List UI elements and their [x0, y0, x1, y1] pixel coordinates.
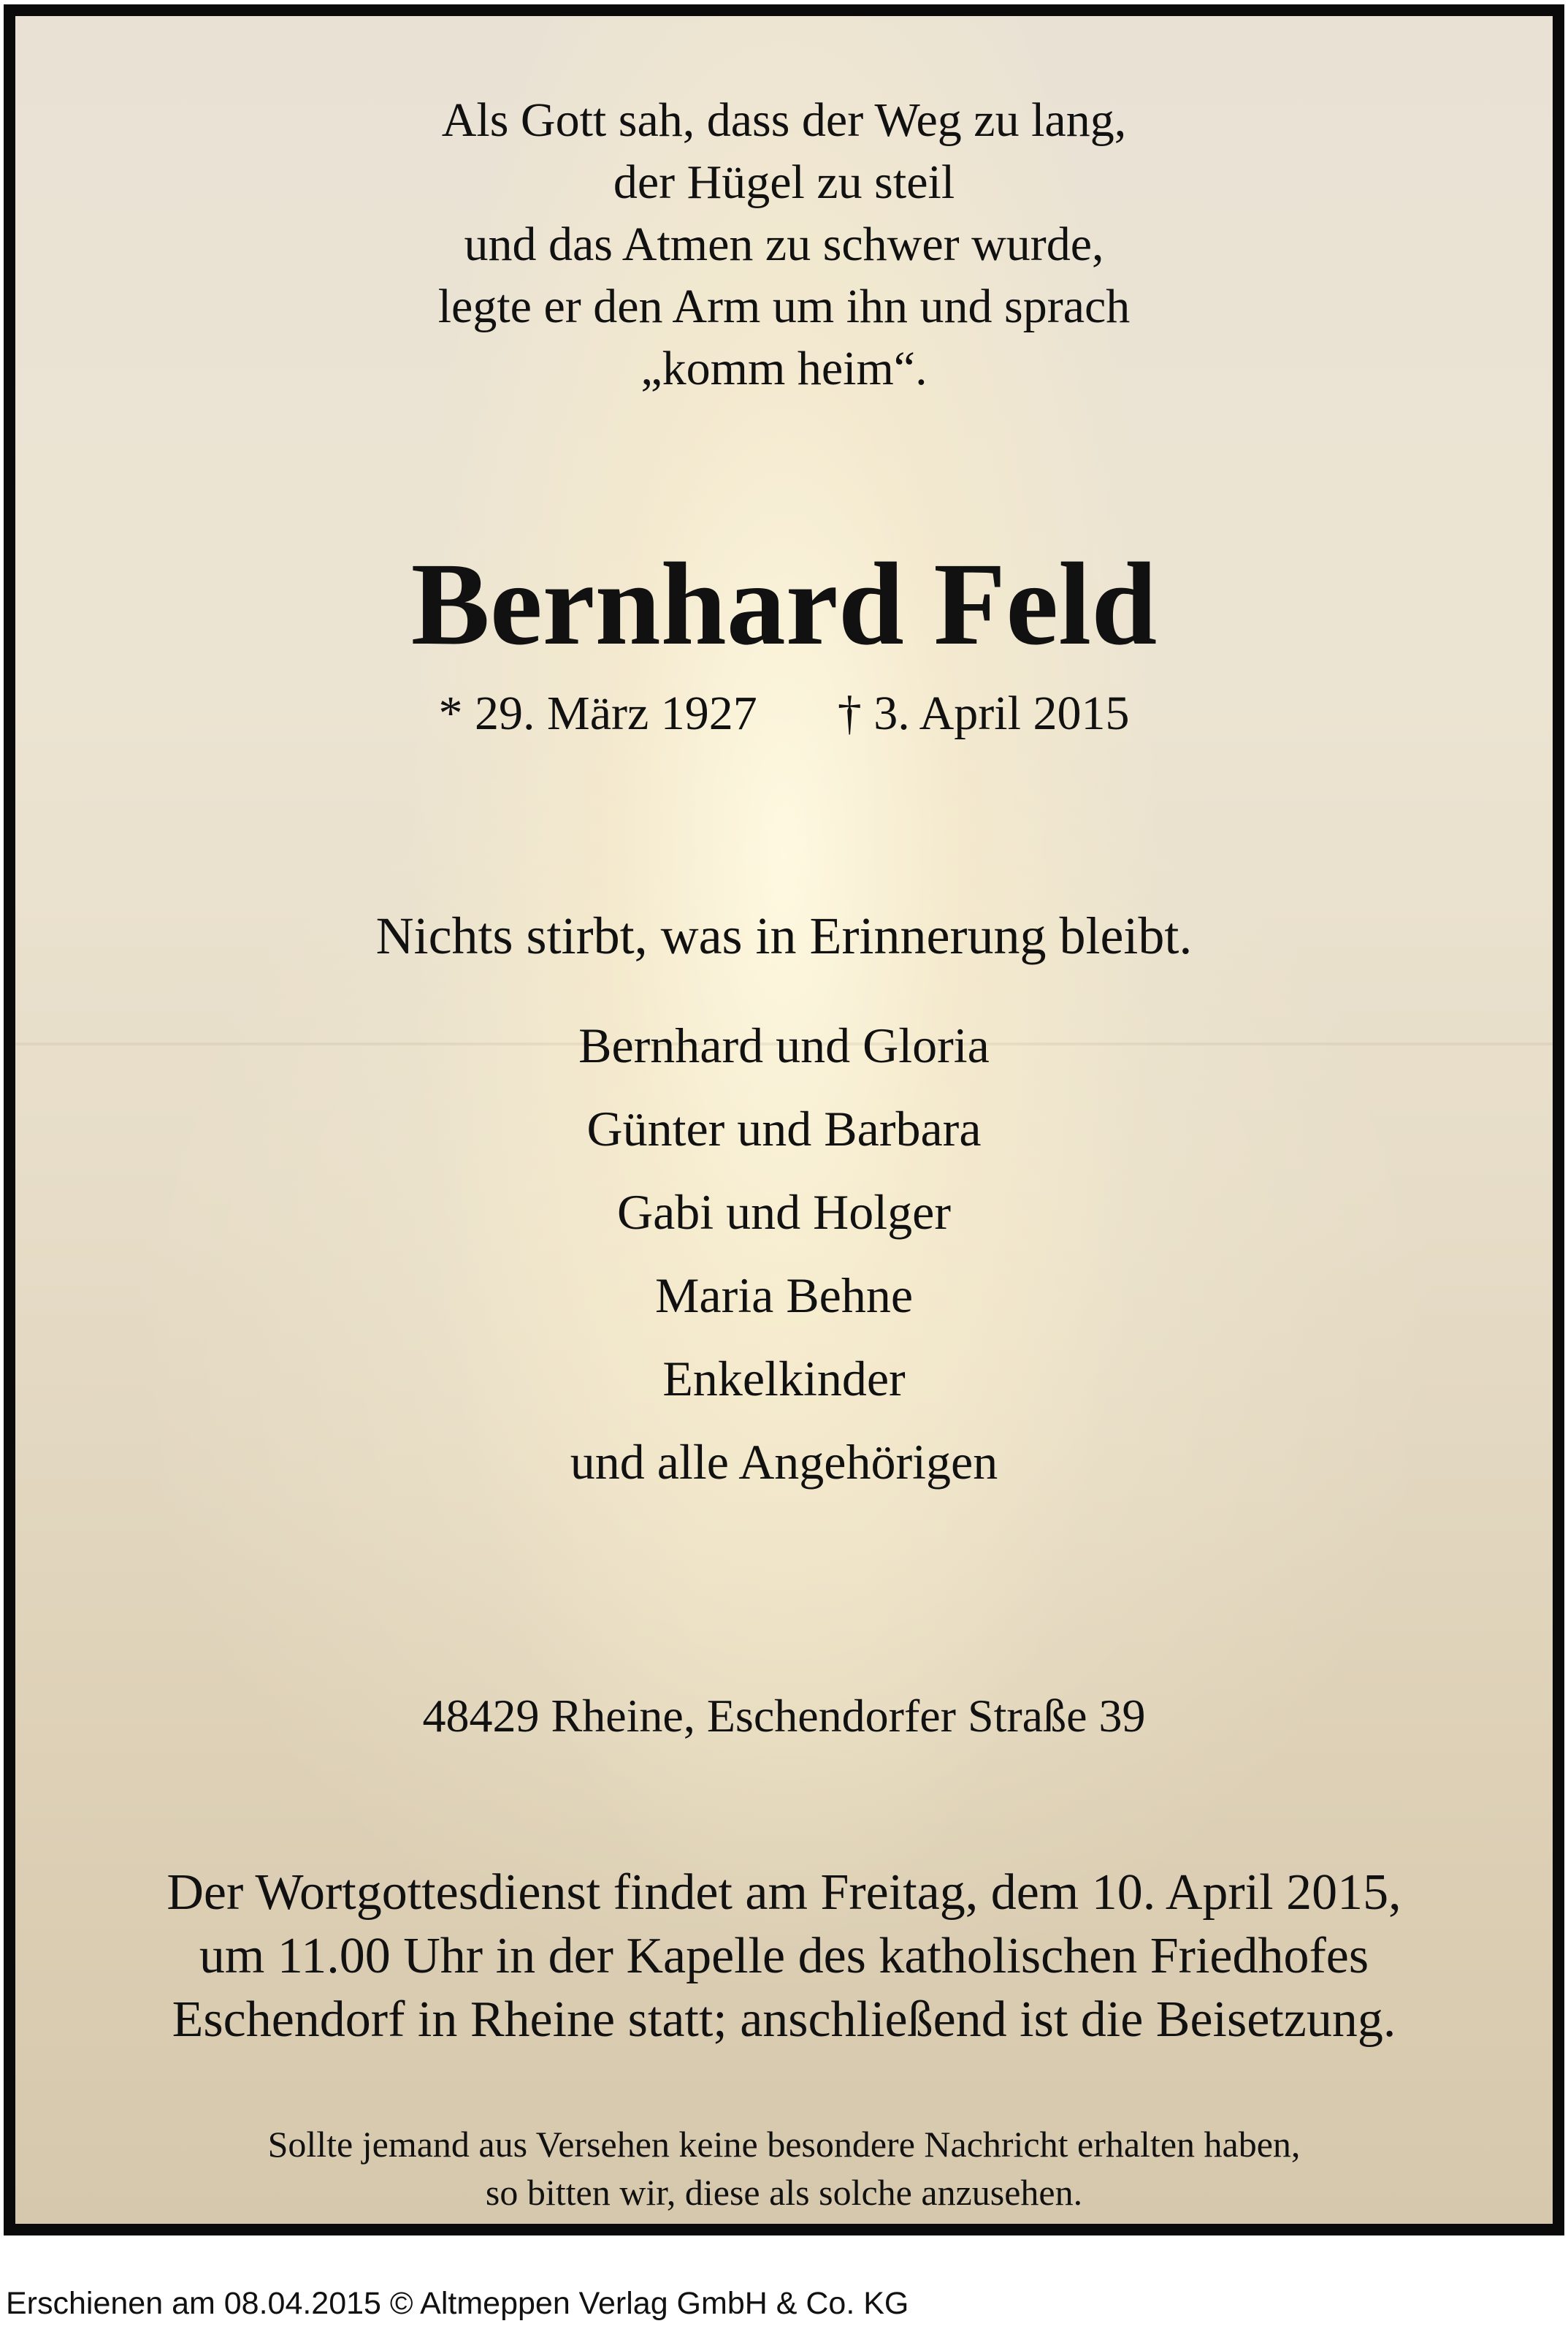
poem-line: legte er den Arm um ihn und sprach	[437, 280, 1131, 333]
poem-line: und das Atmen zu schwer wurde,	[464, 218, 1104, 271]
service-line: Eschendorf in Rheine statt; anschließend ist die Beisetzung.	[172, 1991, 1396, 2048]
mourner-entry: Gabi und Holger	[616, 1184, 951, 1240]
note-line: so bitten wir, diese als solche anzusehen.	[485, 2172, 1083, 2213]
poem-line: Als Gott sah, dass der Weg zu lang,	[441, 94, 1127, 147]
poem	[15, 89, 1553, 400]
publication-footer: Erschienen am 08.04.2015 © Altmeppen Verlag GmbH & Co. KG	[6, 2286, 909, 2321]
mourner-entry: und alle Angehörigen	[570, 1434, 998, 1490]
service-info	[15, 1861, 1553, 2051]
deceased-name: Bernhard Feld	[410, 539, 1158, 670]
note-line: Sollte jemand aus Versehen keine besondere Nachricht erhalten haben,	[267, 2124, 1301, 2165]
poem-line: „komm heim“.	[640, 342, 928, 395]
notification-note	[15, 2120, 1553, 2216]
life-dates	[15, 685, 1553, 743]
mourners-list	[15, 1004, 1553, 1503]
service-line: Der Wortgottesdienst findet am Freitag, dem 10. April 2015,	[167, 1864, 1401, 1921]
mourner-entry: Maria Behne	[654, 1268, 914, 1323]
mourner-entry: Günter und Barbara	[586, 1101, 982, 1156]
obituary-notice	[4, 4, 1564, 2235]
death-date: † 3. April 2015	[837, 687, 1130, 740]
mourner-entry: Bernhard und Gloria	[578, 1018, 990, 1073]
motto: Nichts stirbt, was in Erinnerung bleibt.	[375, 907, 1193, 965]
family-address: 48429 Rheine, Eschendorfer Straße 39	[422, 1690, 1146, 1742]
poem-line: der Hügel zu steil	[613, 156, 955, 209]
service-line: um 11.00 Uhr in der Kapelle des katholischen Friedhofes	[199, 1928, 1369, 1984]
mourner-entry: Enkelkinder	[662, 1351, 906, 1406]
birth-date: * 29. März 1927	[438, 687, 757, 740]
